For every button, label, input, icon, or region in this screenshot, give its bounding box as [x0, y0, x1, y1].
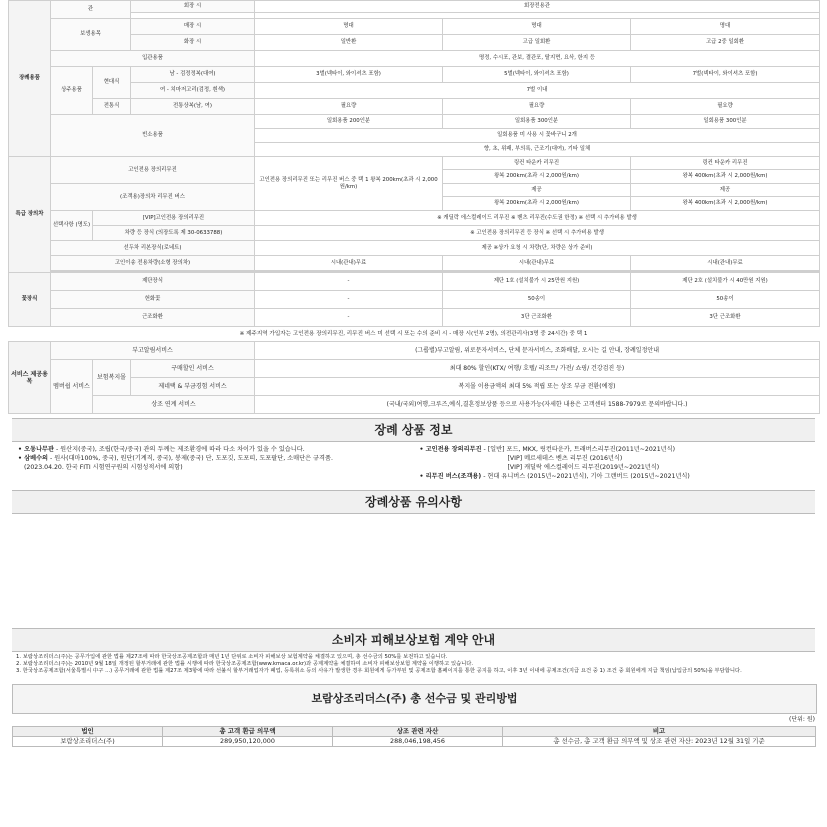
transfer-car-premium: 시내(관내)무료	[443, 256, 631, 271]
altar-deco-vip: 제단 2호 (설치불가 시 40만원 지원)	[631, 273, 820, 291]
linked-service-label: 상조 연계 서비스	[93, 396, 255, 414]
bus-premium-distance: 왕복 200km(초과 시 2,000원/km)	[443, 197, 631, 211]
encoffin-value: 명정, 수시포, 관보, 결관포, 탈지면, 요삭, 한지 등	[255, 51, 820, 67]
product-info-body	[12, 442, 815, 484]
altar-deco-label: 제단장식	[51, 273, 255, 291]
limo-basic: 고인전용 장의리무진 또는 리무진 버스 중 택 1 왕복 200km(초과 시 2,000원/km)	[255, 157, 443, 211]
membership-service-table	[8, 341, 820, 414]
capital-col-refund: 총 고객 환급 의무액	[163, 726, 333, 736]
capital-company: 보람상조리더스(주)	[13, 736, 163, 746]
limo-vip-benz: [VIP] 메르세데스 벤츠 리무진 (2016년식)	[507, 455, 623, 462]
limo-vip-cadillac: [VIP] 캐딜락 에스컬레이드 리무진(2019년~2021년식)	[507, 464, 660, 471]
capital-remarks: 총 선수금, 총 고객 환급 의무액 및 상조 관련 자산: 2023년 12월 31일 기준	[503, 736, 816, 746]
obituary-label: 부고알림서비스	[51, 342, 255, 360]
funeral-product-table	[8, 0, 820, 327]
limo-label: 고인전용 장의리무진	[51, 157, 255, 184]
traditional-item: 전통상복(남, 여)	[131, 99, 255, 115]
option-label: 선택사항 (명도)	[51, 211, 93, 241]
bus-label: (조객용)장의차 리무진 버스	[51, 184, 255, 211]
capital-unit: (단위: 원)	[789, 715, 815, 723]
points-label: 제네택 & 부금경험 서비스	[131, 378, 255, 396]
offering-flower-premium: 50송이	[443, 291, 631, 309]
capital-table	[12, 726, 816, 747]
vip-limo-value: ※ 캐딜락 에스컬레이드 리무진 ※ 벤츠 리무진(수도권 한정) ※ 선택 시 추가비용 발생	[255, 211, 820, 226]
wreath-basic: -	[255, 309, 443, 327]
membership-label: 멤버쉽 서비스	[51, 360, 93, 414]
lead-car-value: 제공 ※상가 요청 시 차량(단, 차량은 상가 준비)	[255, 241, 820, 256]
capital-col-company: 법인	[13, 726, 163, 736]
limo-heading: • 고인전용 장의리무진	[419, 446, 482, 453]
modern-female-value: 7벌 이내	[255, 83, 820, 99]
wreath-label: 근조화환	[51, 309, 255, 327]
wreath-premium: 3단 근조화환	[443, 309, 631, 327]
capital-header-row	[13, 726, 816, 736]
bus-vip: 제공	[631, 184, 820, 197]
limo-vip-model: 링컨 타운카 리무진	[631, 157, 820, 170]
row-label-coffin: 관	[51, 1, 131, 19]
shroud-burial-vip: 명대	[631, 19, 820, 35]
offering-flower-vip: 50송이	[631, 291, 820, 309]
section-funeral-goods: 장례용품	[9, 1, 51, 157]
modern-male-label: 남 - 검정정복(대여)	[131, 67, 255, 83]
obituary-value: (그룹별)부고알림, 위로문자서비스, 단체 문자서비스, 조화배달, 오시는 길 안내, 장례일정안내	[255, 342, 820, 360]
capital-assets: 288,046,198,456	[333, 736, 503, 746]
shroud-cremation-premium: 고급 일회환	[443, 35, 631, 51]
modern-male-premium: 5벌(넥타이, 와이셔츠 포함)	[443, 67, 631, 83]
capital-title: 보람상조리더스(주) 총 선수금 및 관리방법	[12, 684, 817, 714]
traditional-label: 전통식	[93, 99, 131, 115]
shroud-burial-basic: 명대	[255, 19, 443, 35]
vip-limo-label: [VIP]고인전용 장의리무진	[93, 211, 255, 226]
jeju-footnote: ※ 제주지역 가입자는 고인전용 장의리무진, 리무진 버스 미 선택 시 또는 수의 준비 시 - 매장 시(인부 2명), 의전관리사(3명 중 24시간) 중 택 1	[239, 331, 588, 337]
transfer-car-basic: 시내(관내)무료	[255, 256, 443, 271]
capital-refund: 289,950,120,000	[163, 736, 333, 746]
insurance-line: 3. 한국상조공제조합(서울특별시 中구 ...) 공무거래에 관한 법률 제27조 제3항에 따라 선불식 할부거래업자가 폐업, 등록취소 등의 사유가 발생한 경우 회원에게 등가부된 및 공제조합 홈페이지를 통한 공지를 하고, 이후 3년 이내에 공제조건(지급 요건 중 1) 조건 중 회원에게 지급 책임(납입금의 50%)을 부담합니다.	[16, 668, 742, 675]
shroud-desc: - 원사(대마100%, 중국), 원단(기계직, 중국), 봉제(중국) 단, 도포깃, 도포띠, 도포팔단, 소매단은 규격품.	[48, 455, 333, 462]
insurance-body	[12, 652, 815, 678]
limo-vip-distance: 왕복 400km(초과 시 2,000원/km)	[631, 170, 820, 184]
vehicle-decor-label: 차량 등 장식 (의장도록 제 30-0633788)	[93, 226, 255, 241]
section-service: 서비스 제공용목	[9, 342, 51, 414]
coffin-heading: • 오동나무관	[18, 446, 54, 453]
capital-row	[13, 736, 816, 746]
limo-premium-model: 링컨 타운카 리무진	[443, 157, 631, 170]
bus-premium: 제공	[443, 184, 631, 197]
altar-goods-premium: 일회용품 300인분	[443, 115, 631, 129]
transfer-car-vip: 시내(관내)무료	[631, 256, 820, 271]
welfare-mall-label: 보험복지몰	[93, 360, 131, 396]
product-info-title: 장례 상품 정보	[12, 418, 815, 442]
section-special-vehicle: 특급 장의차	[9, 157, 51, 273]
shroud-cremation-label: 화장 시	[131, 35, 255, 51]
modern-male-basic: 3벌(넥타이, 와이셔츠 포함)	[255, 67, 443, 83]
linked-service-value: (국내/국외)여행,크루즈,예식,결혼정보상품 등으로 사용가능(자세한 내용은 고객센터 1588-7979로 문의바랍니다.)	[255, 396, 820, 414]
points-value: 복지몰 이용금액의 최대 5% 적립 또는 상조 부금 전환(예정)	[255, 378, 820, 396]
discount-label: 구매할인 서비스	[131, 360, 255, 378]
row-label-shroud: 보생용목	[51, 19, 131, 51]
row-label-mourning-clothes: 상주용품	[51, 67, 93, 115]
insurance-line: 2. 보람상조리더스(주)는 2010년 9월 18일 개정된 할부거래에 관한 법률 시행에 따라 한국상조공제조합(www.kmaca.or.kr)과 공제계약을 체결하여 소비자 피해보상보험 계약을 이행하고 있습니다.	[16, 661, 474, 668]
bus-vip-distance: 왕복 400km(초과 시 2,000원/km)	[631, 197, 820, 211]
altar-goods-basic: 일회용품 200인분	[255, 115, 443, 129]
capital-col-assets: 상조 관련 자산	[333, 726, 503, 736]
coffin-desc: - 원산지(중국), 조립(한국/중국) 관의 두께는 제조환경에 따라 다소 차이가 있을 수 있습니다.	[54, 446, 305, 453]
wreath-vip: 3단 근조화환	[631, 309, 820, 327]
shroud-burial-premium: 명대	[443, 19, 631, 35]
shroud-cremation-vip: 고급 2중 일회환	[631, 35, 820, 51]
limo-desc: - [일반] 포드, MKX, 링컨타운카, 트래버스리무진(2011년~2021년식)	[481, 446, 676, 453]
bus-heading: • 리무진 버스(조객용)	[419, 473, 482, 480]
limo-premium-distance: 왕복 200km(초과 시 2,000원/km)	[443, 170, 631, 184]
altar-goods-vip: 일회용품 300인분	[631, 115, 820, 129]
altar-deco-basic: -	[255, 273, 443, 291]
altar-goods-row3: 향, 초, 위패, 부의록, 근조기(대여), 기타 일체	[255, 143, 820, 157]
vehicle-decor-value: ※ 고인전용 장의리무진 등 장식 ※ 선택 시 추가비용 발생	[255, 226, 820, 241]
traditional-premium: 필요량	[443, 99, 631, 115]
test-report-note: (2023.04.20. 한국 FITI 시험연구원의 시험성적서에 의함)	[24, 464, 183, 471]
transfer-car-label: 고인이송 전용차량(소형 장의차)	[51, 256, 255, 271]
product-info-right	[414, 442, 816, 484]
altar-goods-row2: 일회용품 미 사용 시 꽃바구니 2개	[255, 129, 820, 143]
coffin-value: 회장전용관	[255, 1, 820, 13]
document-page	[8, 0, 819, 827]
discount-value: 최대 80% 할인(KTX/ 여행/ 호텔/ 리조트/ 가전/ 쇼핑/ 건강검진 등)	[255, 360, 820, 378]
shroud-cremation-basic: 일반환	[255, 35, 443, 51]
offering-flower-label: 헌화꽃	[51, 291, 255, 309]
row-label-encoffin: 입관용품	[51, 51, 255, 67]
shroud-burial-label: 매장 시	[131, 19, 255, 35]
coffin-cremation-label: 회장 시	[131, 1, 255, 13]
precautions-body	[12, 514, 815, 624]
capital-col-remarks: 비고	[503, 726, 816, 736]
insurance-line: 1. 보람상조리더스(주)는 공무가입에 관한 법률 제27조에 따라 한국상조공제조합과 매년 1년 단위로 소비자 피해보상 보험계약을 체결하고 있으며, 총 선수금의 50%를 보전하고 있습니다.	[16, 654, 448, 660]
altar-deco-premium: 제단 1호 (설치불가 시 25만원 지원)	[443, 273, 631, 291]
offering-flower-basic: -	[255, 291, 443, 309]
precautions-title: 장례상품 유의사항	[12, 490, 815, 514]
modern-label: 현대식	[93, 67, 131, 99]
row-label-altar-goods: 빈소용품	[51, 115, 255, 157]
lead-car-label: 선두차 리본장식(로네트)	[51, 241, 255, 256]
product-info-left	[12, 442, 414, 484]
modern-male-vip: 7벌(넥타이, 와이셔츠 포함)	[631, 67, 820, 83]
traditional-basic: 필요량	[255, 99, 443, 115]
insurance-title: 소비자 피해보상보험 계약 안내	[12, 628, 815, 652]
section-flowers: 꽃장식	[9, 273, 51, 327]
traditional-vip: 필요량	[631, 99, 820, 115]
shroud-heading: • 삼베수의	[18, 455, 49, 462]
bus-desc: - 현대 유니버스 (2015년~2021년식), 기아 그랜버드 (2015년~2021년식)	[481, 473, 690, 480]
modern-female-label: 여 - 치마저고리(검정, 흰색)	[131, 83, 255, 99]
